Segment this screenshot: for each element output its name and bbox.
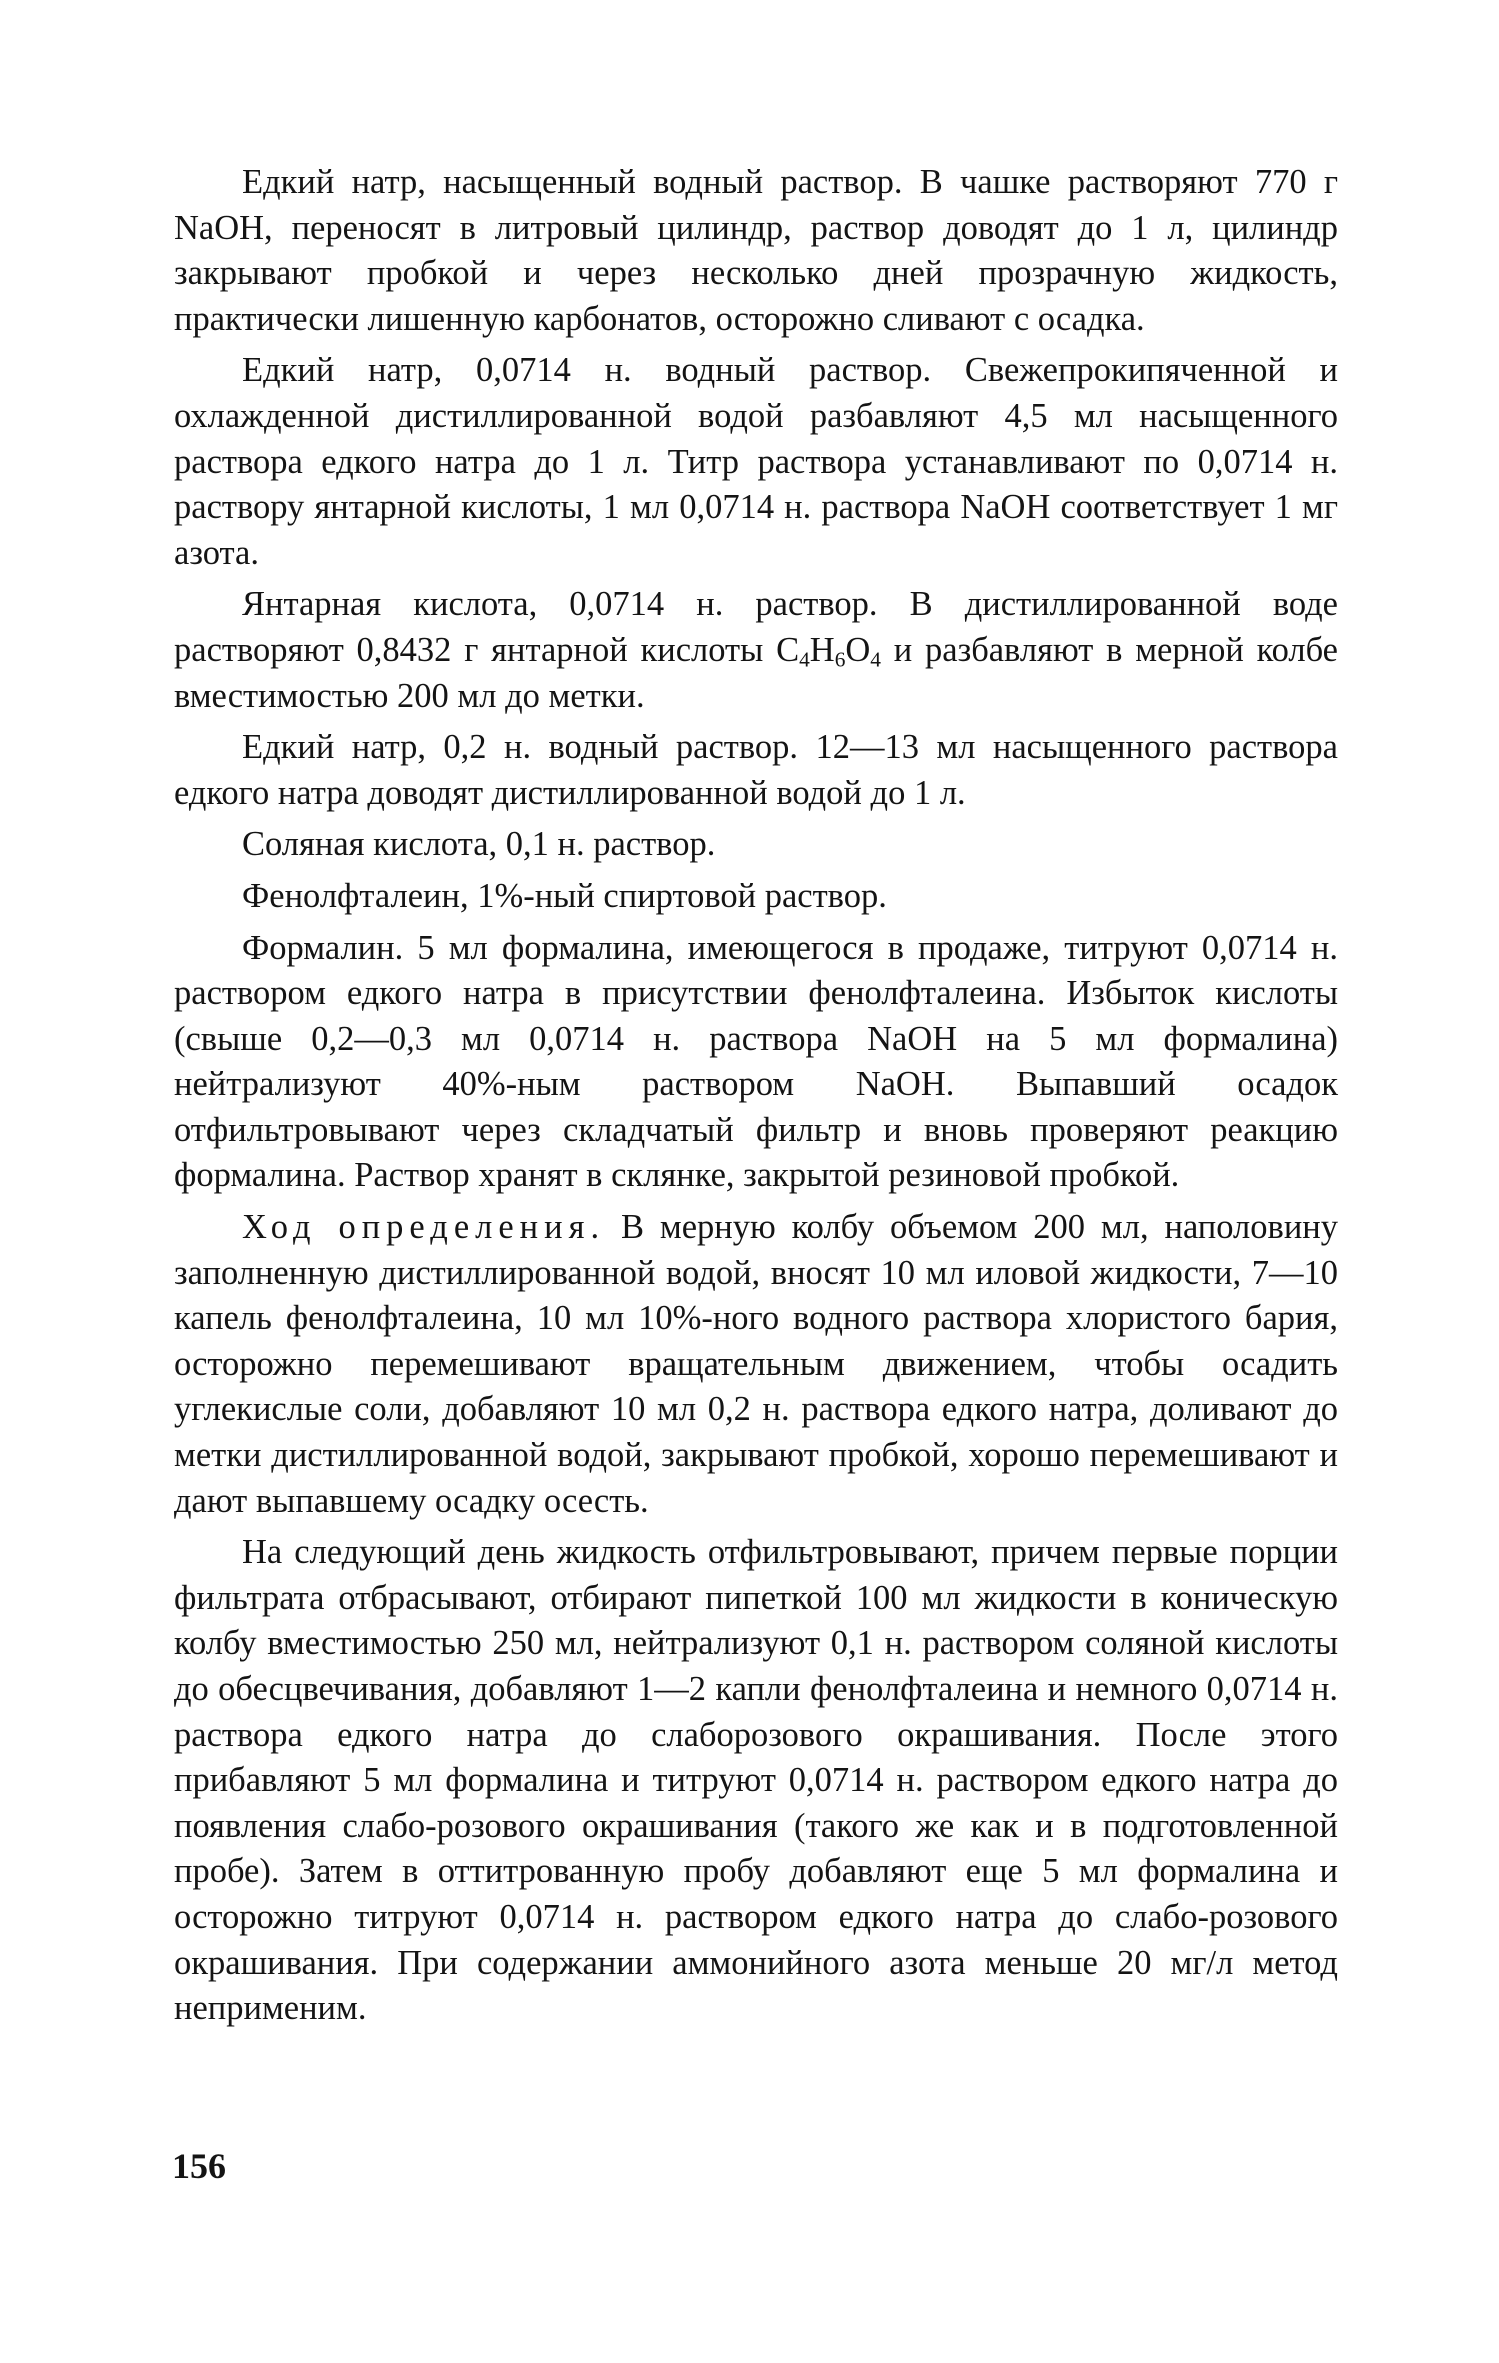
paragraph-formalin: Формалин. 5 мл формалина, имеющегося в продаже, титруют 0,0714 н. раствором едкого натра в присутствии фенолфталеина. Избыток кислоты (свыше 0,2—0,3 мл 0,0714 н. раствора NaOH на 5 мл формалина) нейтрализуют 40%-ным раствором NaOH. Выпавший осадок отфильтровывают через складчатый фильтр и вновь проверяют реакцию формалина. Раствор хранят в склянке, закрытой резиновой пробкой. — [174, 928, 1338, 1195]
succinic-acid-text-before: Янтарная кислота, 0,0714 н. раствор. В дистиллированной воде растворяют 0,8432 г янтарной кислоты — [174, 585, 1338, 669]
body-text — [174, 160, 1338, 2038]
page-number: 156 — [172, 2146, 226, 2186]
paragraph-succinic-acid — [174, 582, 1338, 719]
paragraph-naoh-saturated: Едкий натр, насыщенный водный раствор. В чашке растворяют 770 г NaOH, переносят в литровый цилиндр, раствор доводят до 1 л, цилиндр закрывают пробкой и через несколько дней прозрачную жидкость, практически лишенную карбонатов, осторожно сливают с осадка. — [174, 163, 1338, 338]
procedure-text: В мерную колбу объемом 200 мл, наполовину заполненную дистиллированной водой, вносят 10 мл иловой жидкости, 7—10 капель фенолфталеина, 10 мл 10%-ного водного раствора хлористого бария, осторожно перемешивают вращательным движением, чтобы осадить углекислые соли, добавляют 10 мл 0,2 н. раствора едкого натра, доливают до метки дистиллированной водой, закрывают пробкой, хорошо перемешивают и дают выпавшему осадку осесть. — [174, 1208, 1338, 1520]
succinic-acid-formula — [776, 630, 881, 672]
paragraph-next-day: На следующий день жидкость отфильтровывают, причем первые порции фильтрата отбрасывают, отбирают пипеткой 100 мл жидкости в коническую колбу вместимостью 250 мл, нейтрализуют 0,1 н. раствором соляной кислоты до обесцвечивания, добавляют 1—2 капли фенолфталеина и немного 0,0714 н. раствора едкого натра до слаборозового окрашивания. После этого прибавляют 5 мл формалина и титруют 0,0714 н. раствором едкого натра до появления слабо-розового окрашивания (такого же как и в подготовленной пробе). Затем в оттитрованную пробу добавляют еще 5 мл формалина и осторожно титруют 0,0714 н. раствором едкого натра до слабо-розового окрашивания. При содержании аммонийного азота меньше 20 мг/л метод неприменим. — [174, 1533, 1338, 2028]
formula-o-subscript: 4 — [870, 647, 881, 672]
paragraph-procedure — [174, 1205, 1338, 1524]
paragraph-phenolphthalein: Фенолфталеин, 1%-ный спиртовой раствор. — [242, 876, 887, 915]
paragraph-hydrochloric-acid: Соляная кислота, 0,1 н. раствор. — [242, 825, 716, 864]
paragraph-naoh-0-0714: Едкий натр, 0,0714 н. водный раствор. Свежепрокипяченной и охлажденной дистиллированной водой разбавляют 4,5 мл насыщенного раствора едкого натра до 1 л. Титр раствора устанавливают по 0,0714 н. раствору янтарной кислоты, 1 мл 0,0714 н. раствора NaOH соответствует 1 мг азота. — [174, 351, 1338, 572]
formula-o: O — [845, 630, 871, 669]
succinic-acid-text-after: и разбавляют в мерной колбе вместимостью 200 мл до метки. — [174, 630, 1338, 715]
formula-c: C — [776, 630, 800, 669]
procedure-heading: Ход определения. — [242, 1208, 606, 1247]
formula-h-subscript: 6 — [834, 647, 846, 672]
formula-c-subscript: 4 — [799, 647, 810, 672]
formula-h: H — [809, 630, 835, 669]
paragraph-naoh-0-2: Едкий натр, 0,2 н. водный раствор. 12—13 мл насыщенного раствора едкого натра доводят дистиллированной водой до 1 л. — [174, 728, 1338, 812]
